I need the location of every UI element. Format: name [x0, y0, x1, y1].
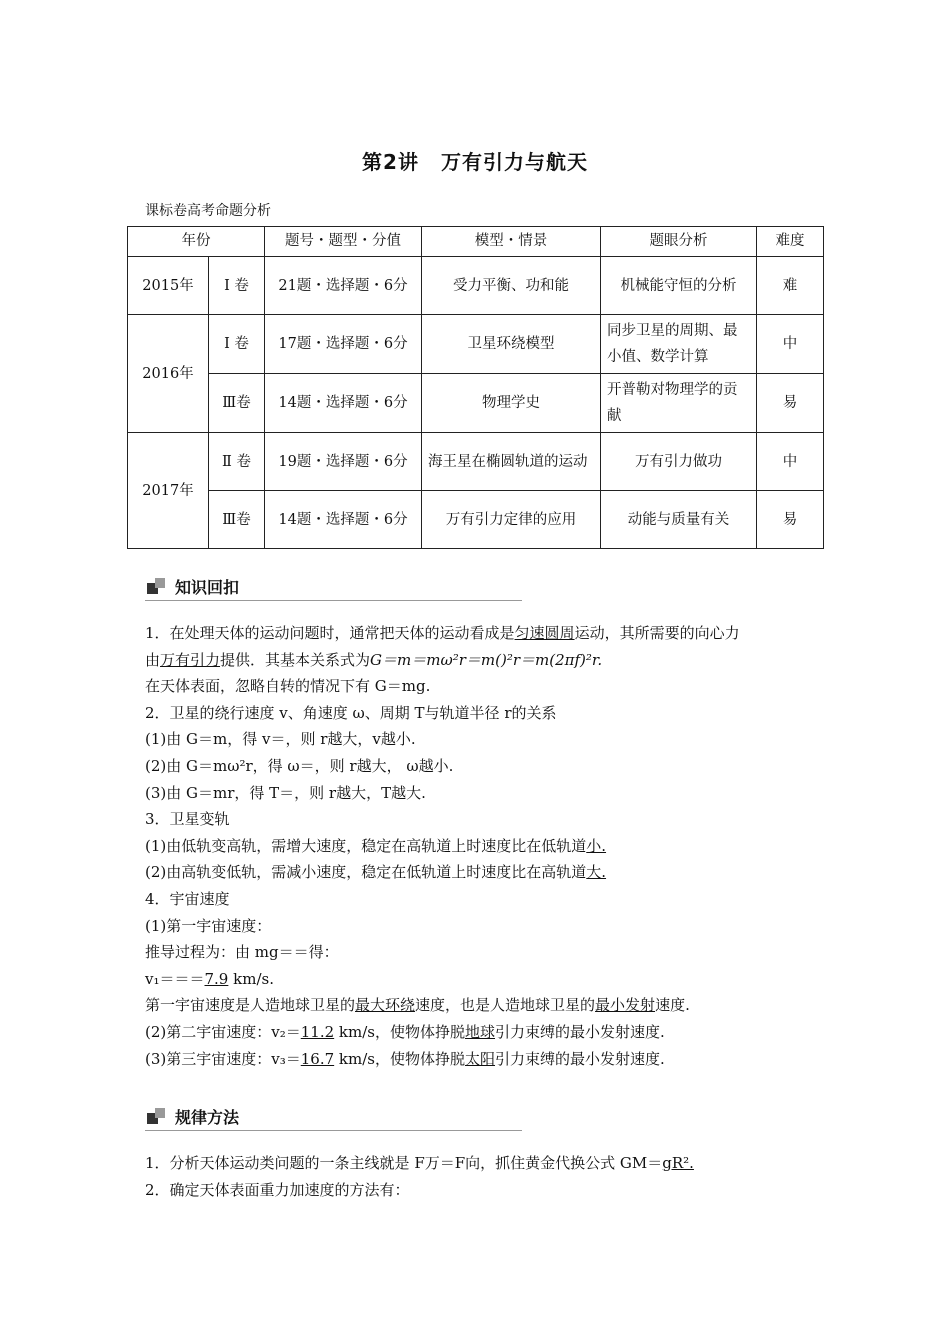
section-heading-methods: [145, 1104, 522, 1131]
text-line: 1．在处理天体的运动问题时，通常把天体的运动看成是匀速圆周运动，其所需要的向心力: [145, 624, 740, 642]
text-line: 由万有引力提供．其基本关系式为G＝m＝mω²r＝m()²r＝m(2πf)²r.: [145, 650, 603, 669]
text-line: (3)由 G＝mr，得 T＝，则 r越大，T越大.: [145, 783, 426, 802]
question-cell: 14题・选择题・6分: [265, 491, 422, 549]
question-cell: 19题・选择题・6分: [265, 433, 422, 491]
table-header-row: [128, 227, 824, 257]
table-row: [128, 491, 824, 549]
lecture-number: 第2讲: [362, 150, 419, 174]
model-cell: 受力平衡、功和能: [422, 257, 601, 315]
paper-cell: Ⅰ 卷: [209, 315, 265, 374]
question-cell: 17题・选择题・6分: [265, 315, 422, 374]
analysis-cell: 机械能守恒的分析: [601, 257, 757, 315]
text-line: 推导过程为：由 mg＝＝得：: [145, 943, 339, 962]
section-title: 规律方法: [175, 1108, 240, 1127]
section-title: 知识回扣: [175, 578, 240, 597]
text-line: 2．确定天体表面重力加速度的方法有：: [145, 1180, 410, 1199]
question-cell: 21题・选择题・6分: [265, 257, 422, 315]
header-year: 年份: [128, 227, 265, 257]
text-line: (1)由低轨变高轨，需增大速度，稳定在高轨道上时速度比在低轨道小.: [145, 836, 607, 855]
difficulty-cell: 易: [757, 374, 824, 433]
table-row: [128, 315, 824, 374]
section-heading-knowledge: [145, 574, 522, 601]
exam-analysis-table: [127, 226, 824, 549]
paper-cell: Ⅰ 卷: [209, 257, 265, 315]
lecture-topic: 万有引力与航天: [440, 150, 588, 174]
text-line: (2)由高轨变低轨，需减小速度，稳定在低轨道上时速度比在高轨道大.: [145, 863, 607, 882]
paper-cell: Ⅲ卷: [209, 374, 265, 433]
paper-cell: Ⅲ卷: [209, 491, 265, 549]
difficulty-cell: 中: [757, 315, 824, 374]
text-line: 2．卫星的绕行速度 v、角速度 ω、周期 T与轨道半径 r的关系: [145, 703, 557, 722]
header-analysis: 题眼分析: [601, 227, 757, 257]
table-row: [128, 257, 824, 315]
model-cell: 卫星环绕模型: [422, 315, 601, 374]
text-line: (1)第一宇宙速度：: [145, 916, 272, 935]
difficulty-cell: 中: [757, 433, 824, 491]
table-row: [128, 374, 824, 433]
model-cell: 万有引力定律的应用: [422, 491, 601, 549]
header-model: 模型・情景: [422, 227, 601, 257]
table-row: [128, 433, 824, 491]
analysis-cell: 动能与质量有关: [601, 491, 757, 549]
text-line: 第一宇宙速度是人造地球卫星的最大环绕速度，也是人造地球卫星的最小发射速度.: [145, 996, 690, 1015]
text-line: 1．分析天体运动类问题的一条主线就是 F万＝F向，抓住黄金代换公式 GM＝gR².: [145, 1154, 694, 1172]
text-line: 在天体表面，忽略自转的情况下有 G＝mg.: [145, 677, 431, 696]
section-squares-icon: [147, 578, 165, 594]
text-line: 4．宇宙速度: [145, 889, 230, 908]
model-cell: 物理学史: [422, 374, 601, 433]
difficulty-cell: 难: [757, 257, 824, 315]
year-cell: 2017年: [128, 433, 209, 549]
page-title: [0, 146, 950, 175]
header-difficulty: 难度: [757, 227, 824, 257]
analysis-cell: 开普勒对物理学的贡献: [601, 374, 757, 433]
analysis-cell: 同步卫星的周期、最小值、数学计算: [601, 315, 757, 374]
text-line: (3)第三宇宙速度：v₃＝16.7 km/s，使物体挣脱太阳引力束缚的最小发射速度.: [145, 1049, 665, 1068]
text-line: (1)由 G＝m，得 v＝，则 r越大，v越小.: [145, 730, 416, 749]
text-line: 3．卫星变轨: [145, 810, 230, 829]
table-caption: 课标卷高考命题分析: [145, 203, 271, 219]
year-cell: 2015年: [128, 257, 209, 315]
question-cell: 14题・选择题・6分: [265, 374, 422, 433]
text-line: (2)由 G＝mω²r，得 ω＝，则 r越大， ω越小.: [145, 756, 454, 775]
text-line: (2)第二宇宙速度：v₂＝11.2 km/s，使物体挣脱地球引力束缚的最小发射速度.: [145, 1022, 665, 1041]
text-line: v₁＝＝＝7.9 km/s.: [145, 969, 274, 988]
knowledge-content: [145, 620, 825, 1072]
section-squares-icon: [147, 1108, 165, 1124]
paper-cell: Ⅱ 卷: [209, 433, 265, 491]
difficulty-cell: 易: [757, 491, 824, 549]
header-question: 题号・题型・分值: [265, 227, 422, 257]
year-cell: 2016年: [128, 315, 209, 433]
analysis-cell: 万有引力做功: [601, 433, 757, 491]
methods-content: [145, 1150, 825, 1203]
model-cell: 海王星在椭圆轨道的运动: [422, 433, 601, 491]
